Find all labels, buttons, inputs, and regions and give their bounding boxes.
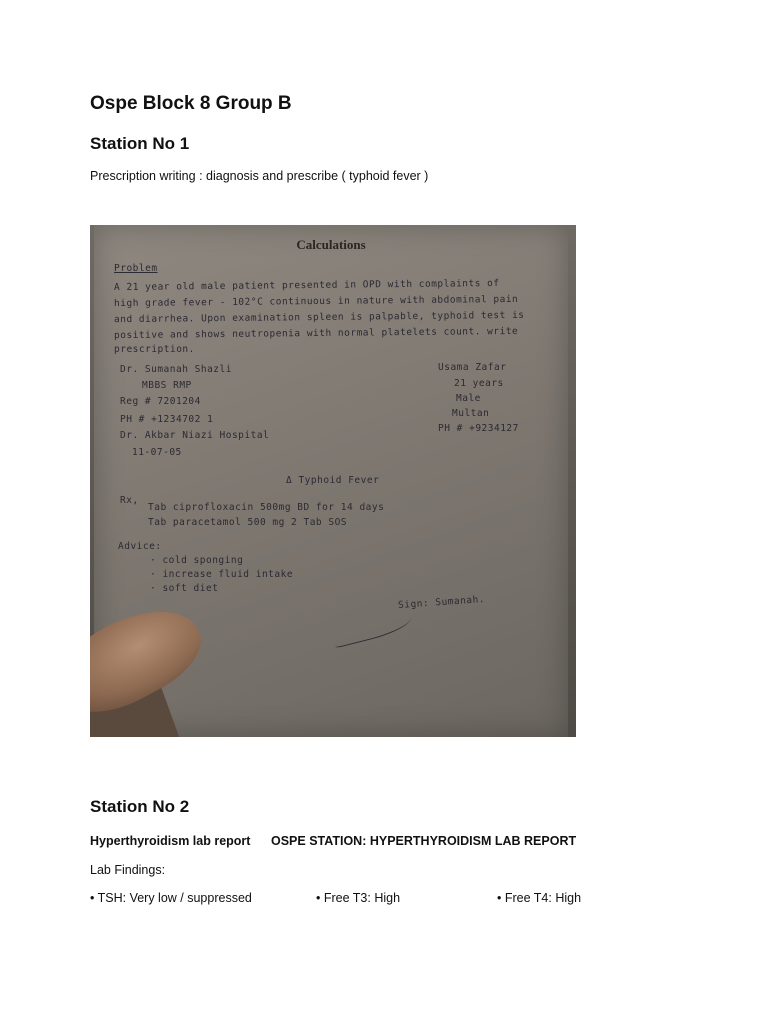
patient-line: Usama Zafar [438,362,507,373]
advice-line: · soft diet [150,583,219,594]
doctor-line: Dr. Sumanah Shazli [120,364,232,375]
patient-line: PH # +9234127 [438,423,519,434]
diagnosis: Δ Typhoid Fever [286,475,380,486]
signature: Sign: Sumanah. [397,593,486,612]
problem-line: and diarrhea. Upon examination spleen is palpable, typhoid test is [113,309,525,326]
problem-line: positive and shows neutropenia with normal platelets count. write [113,325,519,342]
problem-label: Problem [114,263,158,274]
rx-line: Tab paracetamol 500 mg 2 Tab SOS [148,517,348,528]
doctor-line: MBBS RMP [142,380,192,391]
advice-label: Advice: [118,541,162,552]
patient-line: Male [456,393,481,404]
rx-label: Rx, [120,495,139,506]
advice-line: · cold sponging [150,555,244,566]
doctor-line: Reg # 7201204 [120,396,201,407]
calculation-sheet [94,225,568,737]
patient-line: Multan [452,408,490,419]
signature-stroke [331,611,413,649]
station-1-heading: Station No 1 [90,134,190,153]
problem-line: A 21 year old male patient presented in OPD with complaints of [113,277,500,294]
station-1-task: Prescription writing : diagnosis and prescribe ( typhoid fever ) [90,169,429,183]
finding-free-t4: • Free T4: High [497,891,582,905]
doctor-line: PH # +1234702 1 [120,414,214,425]
problem-line: high grade fever - 102°C continuous in nature with abdominal pain [113,293,519,310]
doctor-line: 11-07-05 [132,447,182,458]
finding-free-t3: • Free T3: High [316,891,401,905]
lab-findings-label: Lab Findings: [90,863,166,877]
document-title: Ospe Block 8 Group B [90,93,292,114]
station-2-heading: Station No 2 [90,797,190,816]
station-2-subtitle-caps: OSPE STATION: HYPERTHYROIDISM LAB REPORT [271,834,577,848]
finding-tsh: • TSH: Very low / suppressed [90,891,252,905]
station-2-subtitle: Hyperthyroidism lab report [90,834,251,848]
sheet-title: Calculations [296,237,366,252]
prescription-photo [90,225,576,737]
rx-line: Tab ciprofloxacin 500mg BD for 14 days [148,502,385,513]
problem-line: prescription. [114,344,195,355]
advice-line: · increase fluid intake [150,569,294,580]
doctor-line: Dr. Akbar Niazi Hospital [120,430,270,441]
patient-line: 21 years [454,378,504,389]
